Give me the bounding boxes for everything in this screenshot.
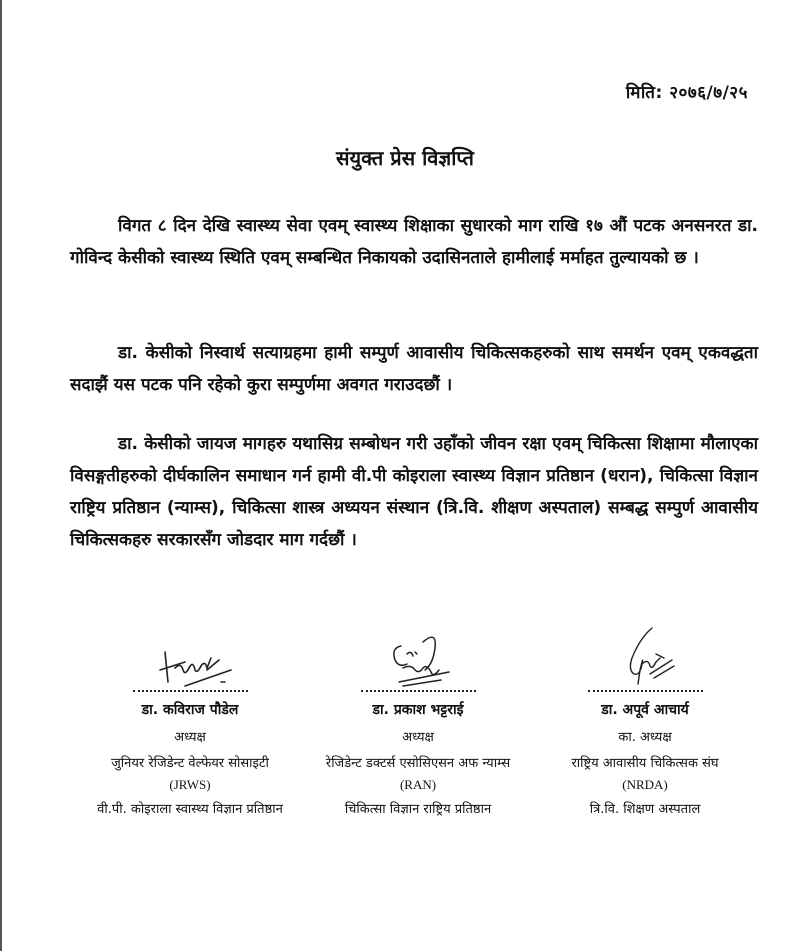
paragraph-1 <box>70 210 758 274</box>
signatory-abbreviation: (JRWS) <box>169 777 211 792</box>
signatory-2 <box>298 640 538 817</box>
signatory-abbreviation: (NRDA) <box>622 777 668 792</box>
signatory-role: अध्यक्ष <box>402 730 434 745</box>
paragraph-text: डा. केसीको जायज मागहरु यथासिग्र सम्बोधन गरी उहाँको जीवन रक्षा एवम् चिकित्सा शिक्षामा मौलाएका विसङ्गतीहरुको दीर्घकालिन समाधान गर्न हामी वी.पी कोइराला स्वास्थ्य विज्ञान प्रतिष्ठान (धरान), चिकित्सा विज्ञान राष्ट्रिय प्रतिष्ठान (न्याम्स), चिकित्सा शास्त्र अध्ययन संस्थान (त्रि.वि. शीक्षण अस्पताल) सम्बद्ध सम्पुर्ण आवासीय चिकित्सकहरु सरकारसँग जोडदार माग गर्दछौं । <box>70 434 758 550</box>
paragraph-text: डा. केसीको निस्वार्थ सत्याग्रहमा हामी सम्पुर्ण आवासीय चिकित्सकहरुको साथ समर्थन एवम् एकवद्धता सदाझैं यस पटक पनि रहेको कुरा सम्पुर्णमा अवगत गराउदछौं । <box>70 343 758 395</box>
signatory-3 <box>525 640 765 817</box>
paragraph-text: विगत ८ दिन देखि स्वास्थ्य सेवा एवम् स्वास्थ्य शिक्षाका सुधारको माग राखि १७ औं पटक अनसनरत डा. गोविन्द केसीको स्वास्थ्य स्थिति एवम् सम्बन्धित निकायको उदासिनताले हामीलाई मर्माहत तुल्यायको छ । <box>70 216 758 268</box>
signatory-organization: जुनियर रेजिडेन्ट वेल्फेयर सोसाइटी <box>111 756 269 771</box>
signatory-role: का. अध्यक्ष <box>618 730 672 745</box>
signature-icon <box>298 640 538 688</box>
signatory-1 <box>70 640 310 817</box>
signature-line <box>361 690 476 692</box>
signatories-block <box>70 640 770 840</box>
signature-icon <box>70 640 310 688</box>
signatory-abbreviation: (RAN) <box>399 777 437 792</box>
signatory-institution: त्रि.वि. शिक्षण अस्पताल <box>589 802 701 817</box>
signatory-name: डा. प्रकाश भट्टराई <box>372 702 464 718</box>
signature-line <box>588 690 703 692</box>
paragraph-2 <box>70 337 758 401</box>
signatory-organization: रेजिडेन्ट डक्टर्स एसोसिएसन अफ न्याम्स <box>325 756 511 771</box>
document-title: संयुक्त प्रेस विज्ञप्ति <box>336 146 474 170</box>
document-date: मिति: २०७६/७/२५ <box>625 83 748 103</box>
signatory-organization: राष्ट्रिय आवासीय चिकित्सक संघ <box>571 756 719 771</box>
signatory-institution: चिकित्सा विज्ञान राष्ट्रिय प्रतिष्ठान <box>344 802 492 817</box>
signatory-institution: वी.पी. कोइराला स्वास्थ्य विज्ञान प्रतिष्ठान <box>97 802 283 817</box>
page-left-border <box>0 0 2 951</box>
signature-icon <box>525 640 765 688</box>
signatory-role: अध्यक्ष <box>174 730 206 745</box>
signatory-name: डा. अपूर्व आचार्य <box>601 702 689 718</box>
signatory-name: डा. कविराज पौडेल <box>141 702 239 718</box>
paragraph-3 <box>70 428 758 556</box>
signature-line <box>133 690 248 692</box>
